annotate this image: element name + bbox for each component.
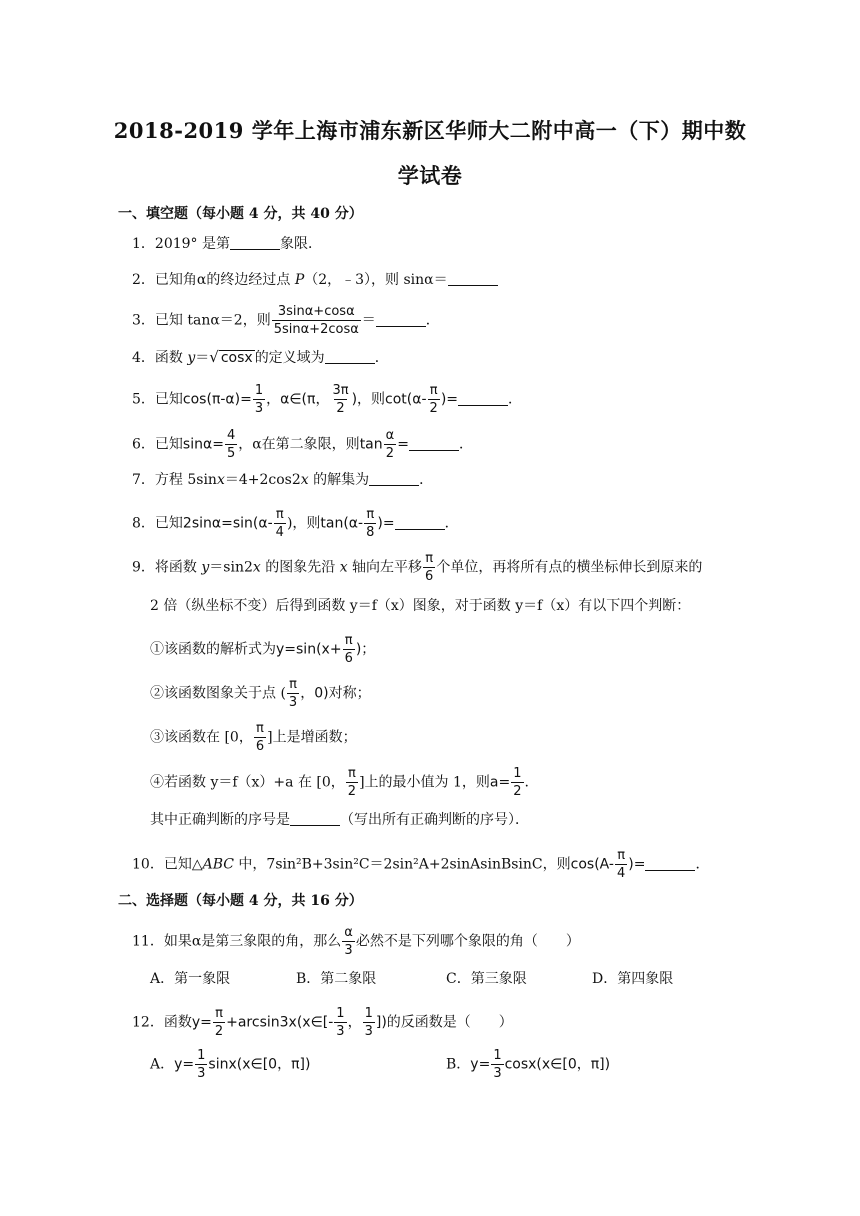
var-x: x bbox=[339, 559, 348, 576]
fraction: $\frac{1}{3}$ bbox=[254, 383, 264, 416]
option-b[interactable]: B．y= $\frac{1}{3}$ cosx(x∈[0，π]) bbox=[446, 1048, 611, 1081]
fraction: $\frac{1}{3}$ bbox=[197, 1048, 206, 1081]
answer-blank bbox=[645, 856, 695, 871]
fraction: $\frac{\pi}{6}$ bbox=[344, 633, 353, 666]
question-5: 5．已知cos(π-α)= $\frac{1}{3}$ ，α∈(π， $\frac{3\pi}{2}$ )，则cot(α- $\frac{\pi}{2}$ )= ． bbox=[132, 383, 523, 416]
option-c[interactable]: C．第三象限 bbox=[446, 971, 527, 987]
question-12: 12．函数y= $\frac{\pi}{2}$ +arcsin3x(x∈[- $\frac{1}{3}$ ， $\frac{1}{3}$ ])的反函数是（ ） bbox=[132, 1006, 513, 1039]
fraction: $\frac{\pi}{6}$ bbox=[425, 551, 434, 584]
question-4: 4．函数 y＝√ cosx 的定义域为 ． bbox=[132, 348, 389, 366]
fraction: $\frac{\pi}{6}$ bbox=[255, 721, 265, 754]
judgement-3: ③该函数在 [0， $\frac{\pi}{6}$ ]上是增函数； bbox=[150, 721, 357, 754]
answer-blank bbox=[369, 471, 419, 486]
question-9-line2: 2 倍（纵坐标不变）后得到函数 y＝f（x）图象，对于函数 y＝f（x）有以下四个判断： bbox=[150, 598, 691, 614]
option-b[interactable]: B．第二象限 bbox=[296, 971, 377, 987]
answer-blank bbox=[325, 349, 375, 364]
var-x: x bbox=[252, 559, 261, 576]
fraction: $\frac{\alpha}{2}$ bbox=[385, 428, 395, 461]
fraction: $\frac{3\sin\alpha+\cos\alpha}{5\sin\alpha+2\cos\alpha}$ bbox=[273, 304, 359, 337]
fraction: $\frac{1}{2}$ bbox=[513, 766, 522, 799]
answer-blank bbox=[448, 271, 498, 286]
option-a[interactable]: A．第一象限 bbox=[150, 971, 231, 987]
section-choice-heading: 二、选择题（每小题 4 分，共 16 分） bbox=[118, 893, 363, 909]
question-6: 6．已知sinα= $\frac{4}{5}$ ，α在第二象限，则tan $\frac{\alpha}{2}$ = ． bbox=[132, 428, 473, 461]
option-a[interactable]: A．y= $\frac{1}{3}$ sinx(x∈[0，π]) bbox=[150, 1048, 311, 1081]
fraction: $\frac{1}{3}$ bbox=[336, 1006, 345, 1039]
option-d[interactable]: D．第四象限 bbox=[592, 971, 674, 987]
question-2: 2．已知角α的终边经过点 P（2，﹣3），则 sinα＝ bbox=[132, 270, 498, 290]
answer-blank bbox=[376, 312, 426, 327]
fraction: $\frac{\alpha}{3}$ bbox=[344, 925, 353, 958]
fraction: $\frac{\pi}{4}$ bbox=[616, 848, 626, 881]
fraction: $\frac{4}{5}$ bbox=[226, 428, 236, 461]
judgement-2: ②该函数图象关于点 ( $\frac{\pi}{3}$ ，0)对称； bbox=[150, 677, 371, 710]
answer-blank bbox=[458, 391, 508, 406]
fraction: $\frac{1}{3}$ bbox=[364, 1006, 373, 1039]
section-fill-blank-heading: 一、填空题（每小题 4 分，共 40 分） bbox=[118, 206, 363, 222]
fraction: $\frac{\pi}{2}$ bbox=[429, 383, 438, 416]
question-9-line1: 9．将函数 y＝sin2x 的图象先沿 x 轴向左平移 $\frac{\pi}{6}$ 个单位，再将所有点的横坐标伸长到原来的 bbox=[132, 551, 703, 584]
exam-title-line1: 2018-2019 学年上海市浦东新区华师大二附中高一（下）期中数 bbox=[113, 118, 747, 143]
fraction: $\frac{\pi}{4}$ bbox=[275, 507, 284, 540]
question-11: 11．如果α是第三象限的角，那么 $\frac{\alpha}{3}$ 必然不是下列哪个象限的角（ ） bbox=[132, 925, 580, 958]
judgement-1: ①该函数的解析式为y=sin(x+ $\frac{\pi}{6}$ )； bbox=[150, 633, 376, 666]
fraction: $\frac{1}{3}$ bbox=[493, 1048, 502, 1081]
fraction: $\frac{\pi}{2}$ bbox=[214, 1006, 224, 1039]
judgement-4: ④若函数 y＝f（x）+a 在 [0， $\frac{\pi}{2}$ ]上的最小值为 1，则a= $\frac{1}{2}$ . bbox=[150, 766, 529, 799]
question-9-prompt: 其中正确判断的序号是 （写出所有正确判断的序号）． bbox=[150, 812, 529, 828]
fraction: $\frac{3\pi}{2}$ bbox=[332, 383, 349, 416]
answer-blank bbox=[409, 436, 459, 451]
fraction: $\frac{\pi}{3}$ bbox=[288, 677, 298, 710]
answer-blank bbox=[290, 811, 340, 826]
question-1: 1．2019° 是第 象限． bbox=[132, 236, 322, 252]
sqrt-symbol: √ bbox=[209, 348, 219, 366]
var-y: y bbox=[201, 559, 210, 576]
question-7: 7．方程 5sinx＝4+2cos2x 的解集为 ． bbox=[132, 472, 434, 488]
answer-blank bbox=[230, 235, 280, 250]
question-3: 3．已知 tanα＝2，则 $\frac{3\sin\alpha+\cos\alpha}{5\sin\alpha+2\cos\alpha}$ ＝ ． bbox=[132, 304, 440, 337]
fraction: $\frac{\pi}{8}$ bbox=[366, 507, 375, 540]
answer-blank bbox=[395, 515, 445, 530]
fraction: $\frac{\pi}{2}$ bbox=[347, 766, 357, 799]
exam-title-line2: 学试卷 bbox=[397, 163, 463, 188]
question-8: 8．已知2sinα=sin(α- $\frac{\pi}{4}$ )，则tan(α- $\frac{\pi}{8}$ )= ． bbox=[132, 507, 459, 540]
question-10: 10．已知△ABC 中，7sin²B+3sin²C＝2sin²A+2sinAsinBsinC，则cos(A- $\frac{\pi}{4}$ )= ． bbox=[132, 848, 710, 881]
